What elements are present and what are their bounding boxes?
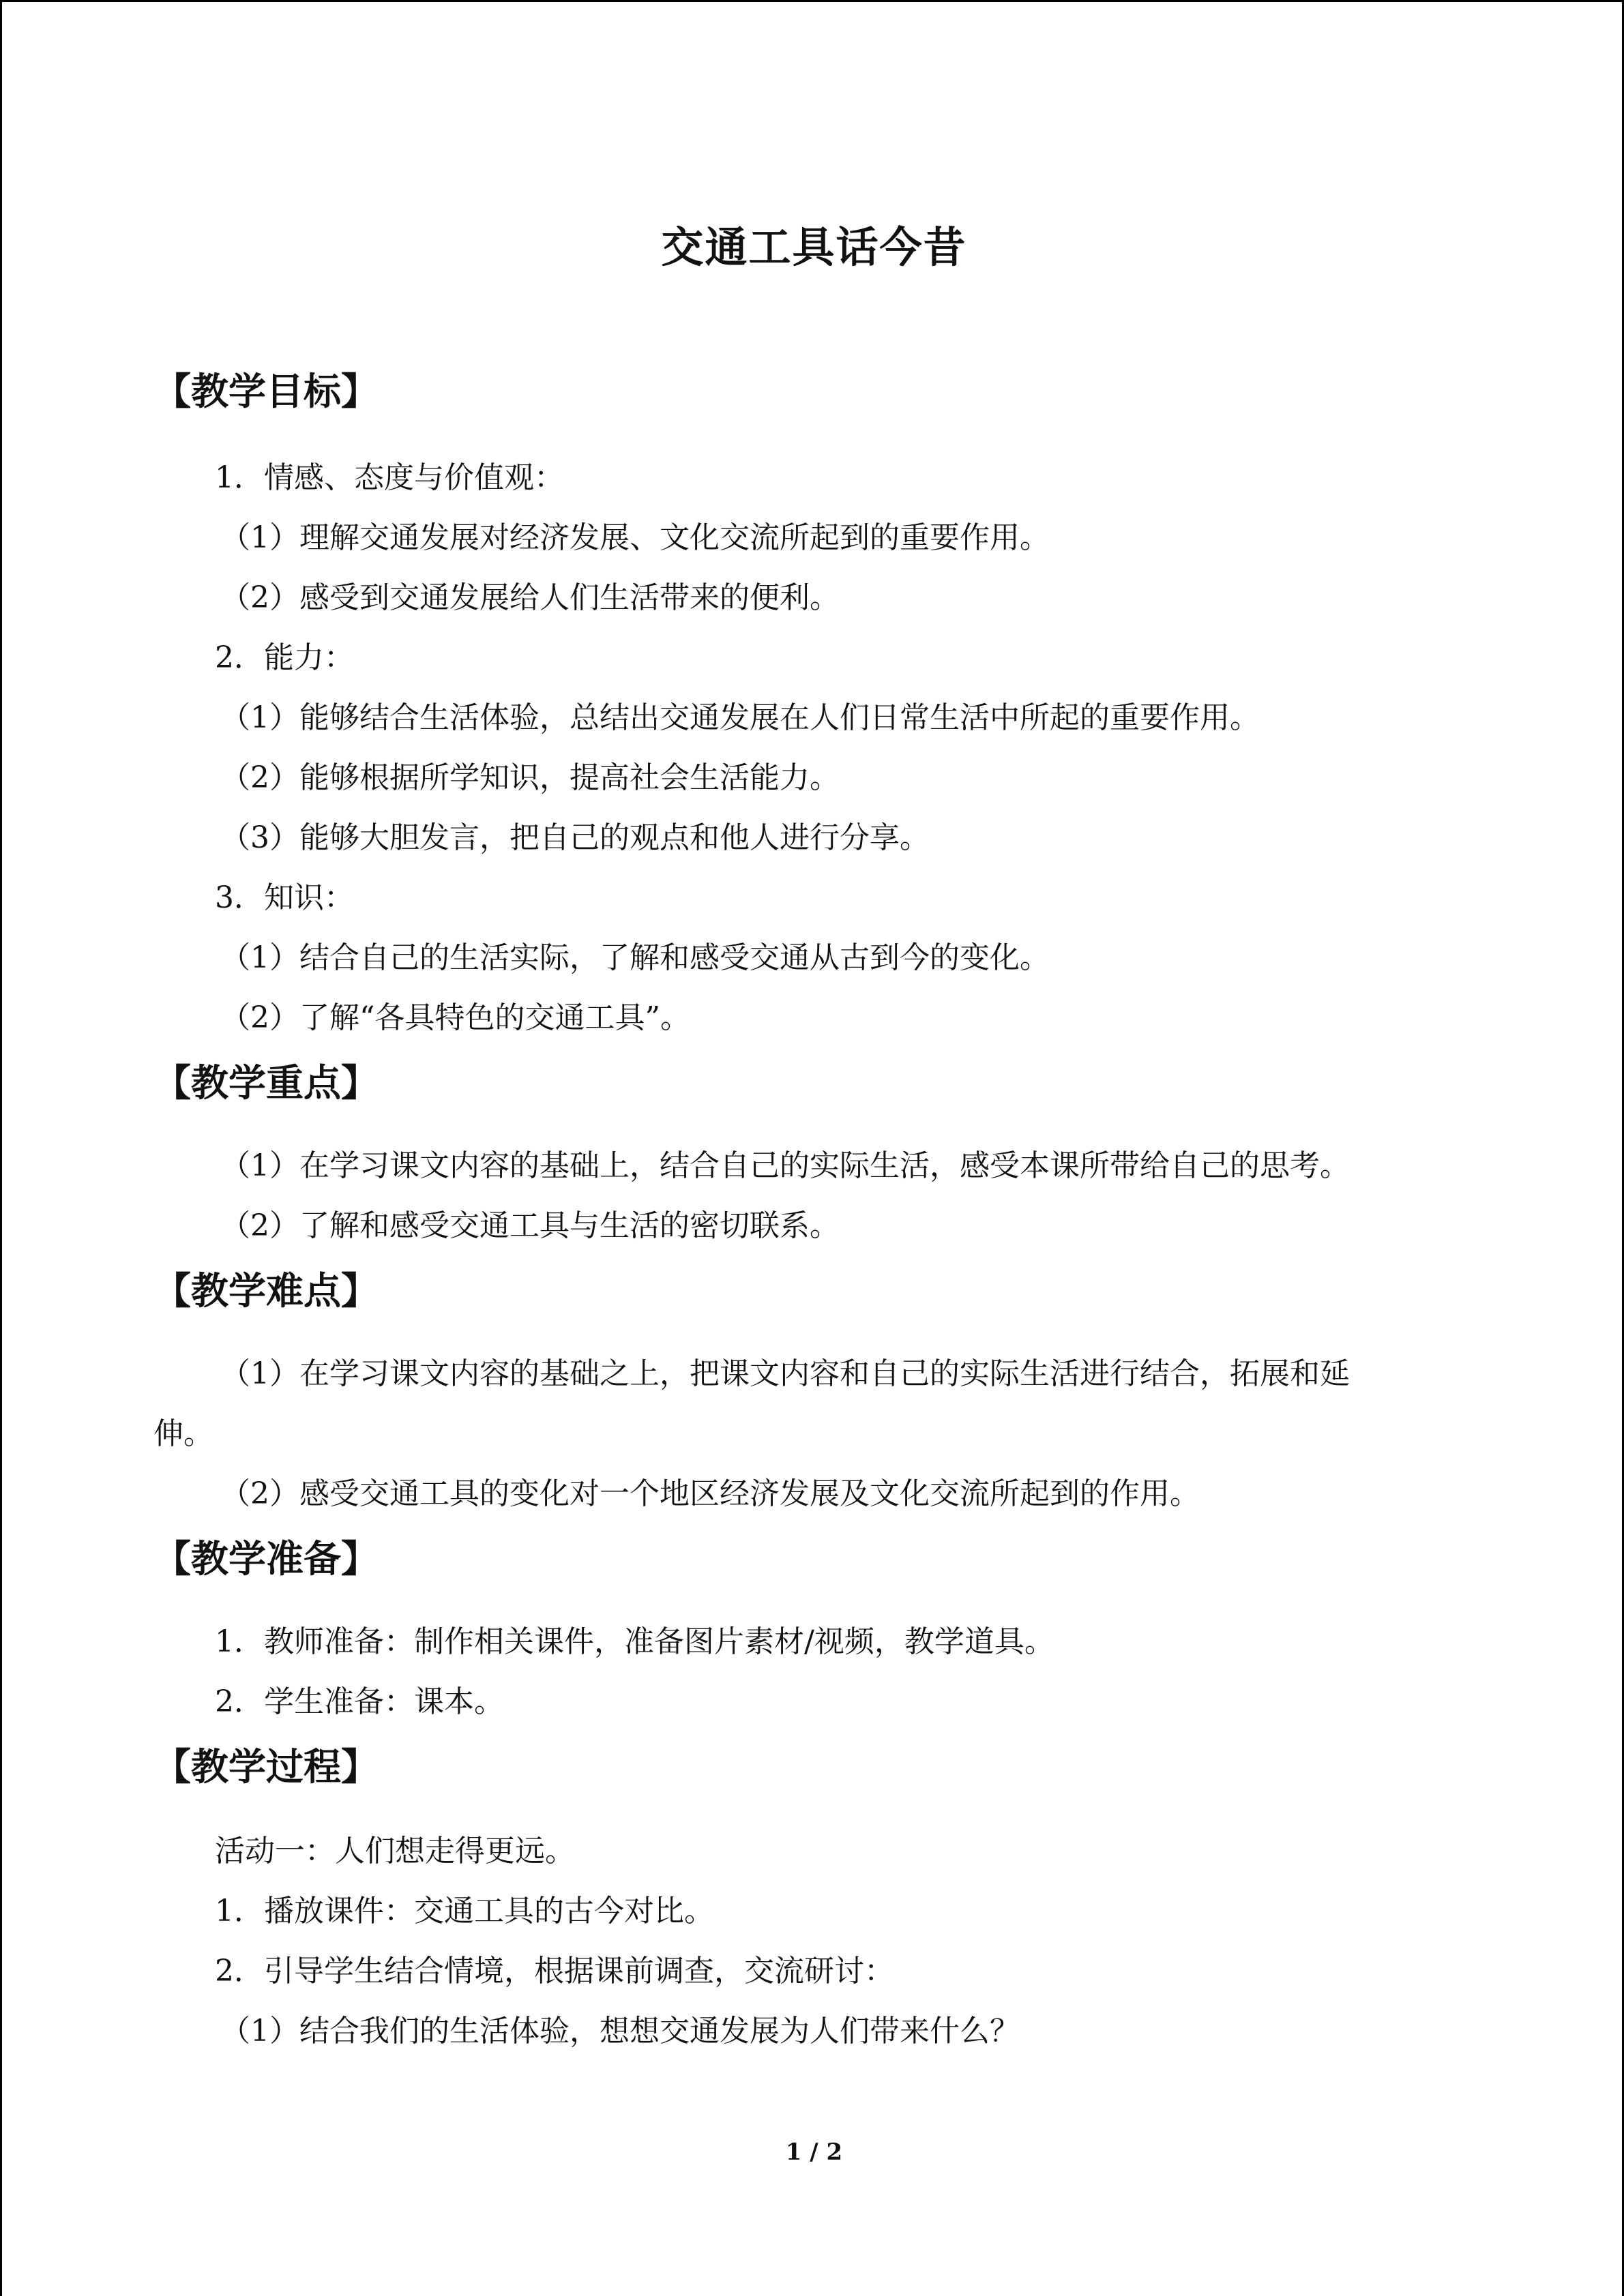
goals-line: 1．情感、态度与价值观： [215, 460, 564, 495]
goals-line: （2）了解“各具特色的交通工具”。 [220, 1000, 690, 1035]
section-heading-goals: 【教学目标】 [153, 369, 379, 413]
goals-line: （1）能够结合生活体验，总结出交通发展在人们日常生活中所起的重要作用。 [220, 700, 1260, 735]
goals-line: （2）能够根据所学知识，提高社会生活能力。 [220, 760, 840, 795]
key-points-line: （2）了解和感受交通工具与生活的密切联系。 [220, 1208, 840, 1243]
process-line: （1）结合我们的生活体验，想想交通发展为人们带来什么？ [220, 2014, 1020, 2048]
difficulties-line: 伸。 [153, 1416, 213, 1451]
section-heading-difficulties: 【教学难点】 [153, 1268, 379, 1313]
preparation-line: 1．教师准备：制作相关课件，准备图片素材/视频，教学道具。 [215, 1624, 1054, 1659]
process-line: 1．播放课件：交通工具的古今对比。 [215, 1894, 714, 1928]
goals-line: （1）结合自己的生活实际，了解和感受交通从古到今的变化。 [220, 940, 1050, 975]
goals-line: 2．能力： [215, 640, 354, 675]
section-heading-preparation: 【教学准备】 [153, 1536, 379, 1581]
preparation-line: 2．学生准备：课本。 [215, 1684, 504, 1719]
goals-line: （3）能够大胆发言，把自己的观点和他人进行分享。 [220, 820, 930, 855]
goals-line: （1）理解交通发展对经济发展、文化交流所起到的重要作用。 [220, 520, 1050, 555]
section-heading-process: 【教学过程】 [153, 1744, 379, 1789]
key-points-line: （1）在学习课文内容的基础上，结合自己的实际生活，感受本课所带给自己的思考。 [220, 1148, 1350, 1183]
goals-line: （2）感受到交通发展给人们生活带来的便利。 [220, 580, 840, 615]
process-line: 2．引导学生结合情境，根据课前调查，交流研讨： [215, 1954, 894, 1988]
section-heading-key-points: 【教学重点】 [153, 1060, 379, 1105]
process-line: 活动一：人们想走得更远。 [215, 1834, 575, 1868]
difficulties-line: （1）在学习课文内容的基础之上，把课文内容和自己的实际生活进行结合，拓展和延 [220, 1356, 1350, 1391]
page-number: 1 / 2 [785, 2138, 843, 2166]
document-title: 交通工具话今昔 [661, 222, 967, 272]
difficulties-line: （2）感受交通工具的变化对一个地区经济发展及文化交流所起到的作用。 [220, 1476, 1200, 1511]
goals-line: 3．知识： [215, 880, 354, 915]
